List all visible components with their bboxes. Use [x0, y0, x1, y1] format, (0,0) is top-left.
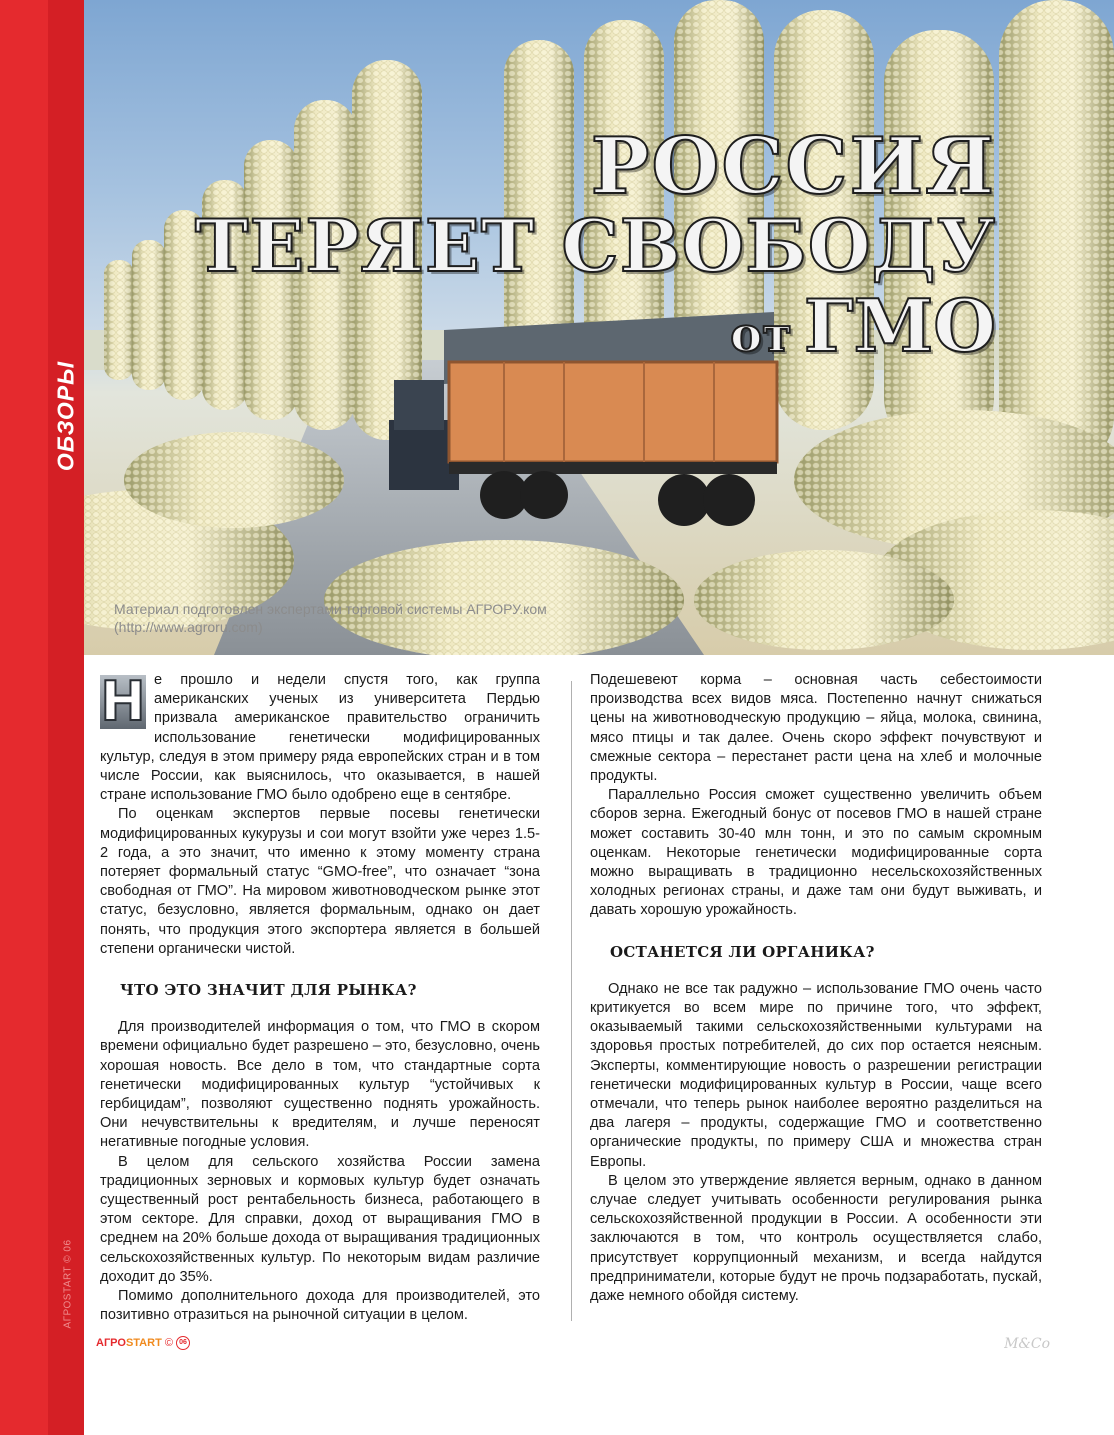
footer-mark: M&Co	[1004, 1336, 1050, 1352]
section-label: ОБЗОРЫ	[52, 360, 79, 472]
paragraph: Однако не все так радужно – использование ГМО очень часто критикуется во всем мире по причине того, что эффект, оказываемый такими сельскохозяйственными культурами на здоровья простых потребителей, до сих пор остается неясным. Эксперты, комментирующие новость о разрешении регистрации генетически модифицированных культур в России, чаще всего отмечали, что теперь рынок наиболее вероятно разделиться на два лагеря – продукты, содержащие ГМО и соответственно органические продукты, по примеру США и множества стран Европы.	[590, 980, 1042, 1170]
title-word-gmo: ГМО	[803, 283, 996, 368]
paragraph: Параллельно Россия сможет существенно увеличить объем сборов зерна. Ежегодный бонус от посевов ГМО в нашей стране может составить 30-40 млн тонн, и это по самым скромным оценкам. Некоторые генетически модифицированные сорта можно выращивать в традиционно несельскохозяйственных холодных регионах страны, и даже там они будут выживать, и давать хорошую урожайность.	[590, 787, 1042, 919]
footer-brand	[96, 1336, 190, 1350]
paragraph: В целом для сельского хозяйства России замена традиционных зерновых и кормовых культур будет означать существенный рост рентабельность бизнеса, работающего в этом секторе. Для справки, доход от выращивания ГМО в среднем на 20% больше дохода от выращивания традиционных сельскохозяйственных культур. По некоторым видам различие доходит до 35%.	[100, 1153, 540, 1285]
brand-start: START	[125, 1336, 162, 1349]
title-line-1: РОССИЯ	[590, 121, 996, 212]
article-title	[194, 121, 996, 375]
section-heading: ОСТАНЕТСЯ ЛИ ОРГАНИКА?	[610, 942, 875, 961]
title-line-2: ТЕРЯЕТ СВОБОДУ	[194, 203, 996, 288]
caption-line-1: Материал подготовлен экспертами торговой системы АГРОРУ.ком	[114, 601, 547, 617]
left-red-band	[0, 0, 84, 1435]
paragraph: По оценкам экспертов первые посевы генетически модифицированных кукурузы и сои могут взойти уже через 1.5-2 года, а это значит, что именно к этому моменту страна потеряет формальный статус “GMO-free”, что означает “зона свободная от ГМО”. На мировом животноводческом рынке этот статус, безусловно, является формальным, однако он дает понять, что продукция этого экспортера является в большей степени органически чистой.	[100, 806, 540, 957]
title-word-ot: от	[730, 307, 792, 363]
title-line-3	[195, 283, 996, 375]
hero-image	[84, 0, 1114, 655]
brand-agro: АГРО	[96, 1336, 126, 1349]
column-divider	[571, 681, 572, 1321]
paragraph: Помимо дополнительного дохода для производителей, это позитивно отразиться на рыночной ситуации в целом.	[100, 1288, 540, 1324]
side-brand-text: АГРОSTART © 06	[62, 1239, 74, 1329]
article-column-left	[100, 671, 540, 1326]
paragraph: Подешевеют корма – основная часть себестоимости производства всех видов мяса. Постепенно начнут снижаться цены на животноводческую продукцию – яйца, молока, свинина, мясо птицы и так далее. Очень скоро эффект почувствуют и смежные сектора – перестанет расти цена на хлеб и молочные продукты.	[590, 672, 1042, 785]
paragraph: Для производителей информация о том, что ГМО в скором времени официально будет разрешено – это, безусловно, очень хорошая новость. Все дело в том, что стандартные сорта генетически модифицированных культур “устойчивых к гербицидам”, позволяют существенно поднять урожайность. Они нечувствительны к вредителям, и лучше переносят негативные погодные условия.	[100, 1019, 540, 1151]
paragraph	[100, 671, 540, 805]
image-caption	[114, 600, 547, 636]
caption-line-2: (http://www.agroru.com)	[114, 619, 263, 635]
paragraph-text: е прошло и недели спустя того, как группа американских ученых из университета Пердью призвала американское правительство ограничить использование генетически модифицированных культур, следуя в этом примеру ряда европейских стран и в том числе России, как выяснилось, что оказывается, в нашей стране использование ГМО было одобрено еще в сентябре.	[100, 672, 540, 804]
drop-cap: Н	[100, 670, 146, 733]
page-number: 06	[176, 1336, 190, 1350]
band-inner-stripe	[48, 0, 84, 1435]
paragraph: В целом это утверждение является верным, однако в данном случае следует учитывать особенности регулирования рынка сельскохозяйственной продукции в России. А особенности эти заключаются в том, что контроль осуществляется слабо, присутствует коррупционный механизм, и всегда найдутся предприниматели, которые будут не прочь подзаработать, пускай, даже немного обойдя систему.	[590, 1172, 1042, 1305]
section-heading: ЧТО ЭТО ЗНАЧИТ ДЛЯ РЫНКА?	[120, 981, 417, 1000]
article-column-right	[590, 671, 1042, 1306]
brand-copyright: ©	[164, 1336, 173, 1349]
